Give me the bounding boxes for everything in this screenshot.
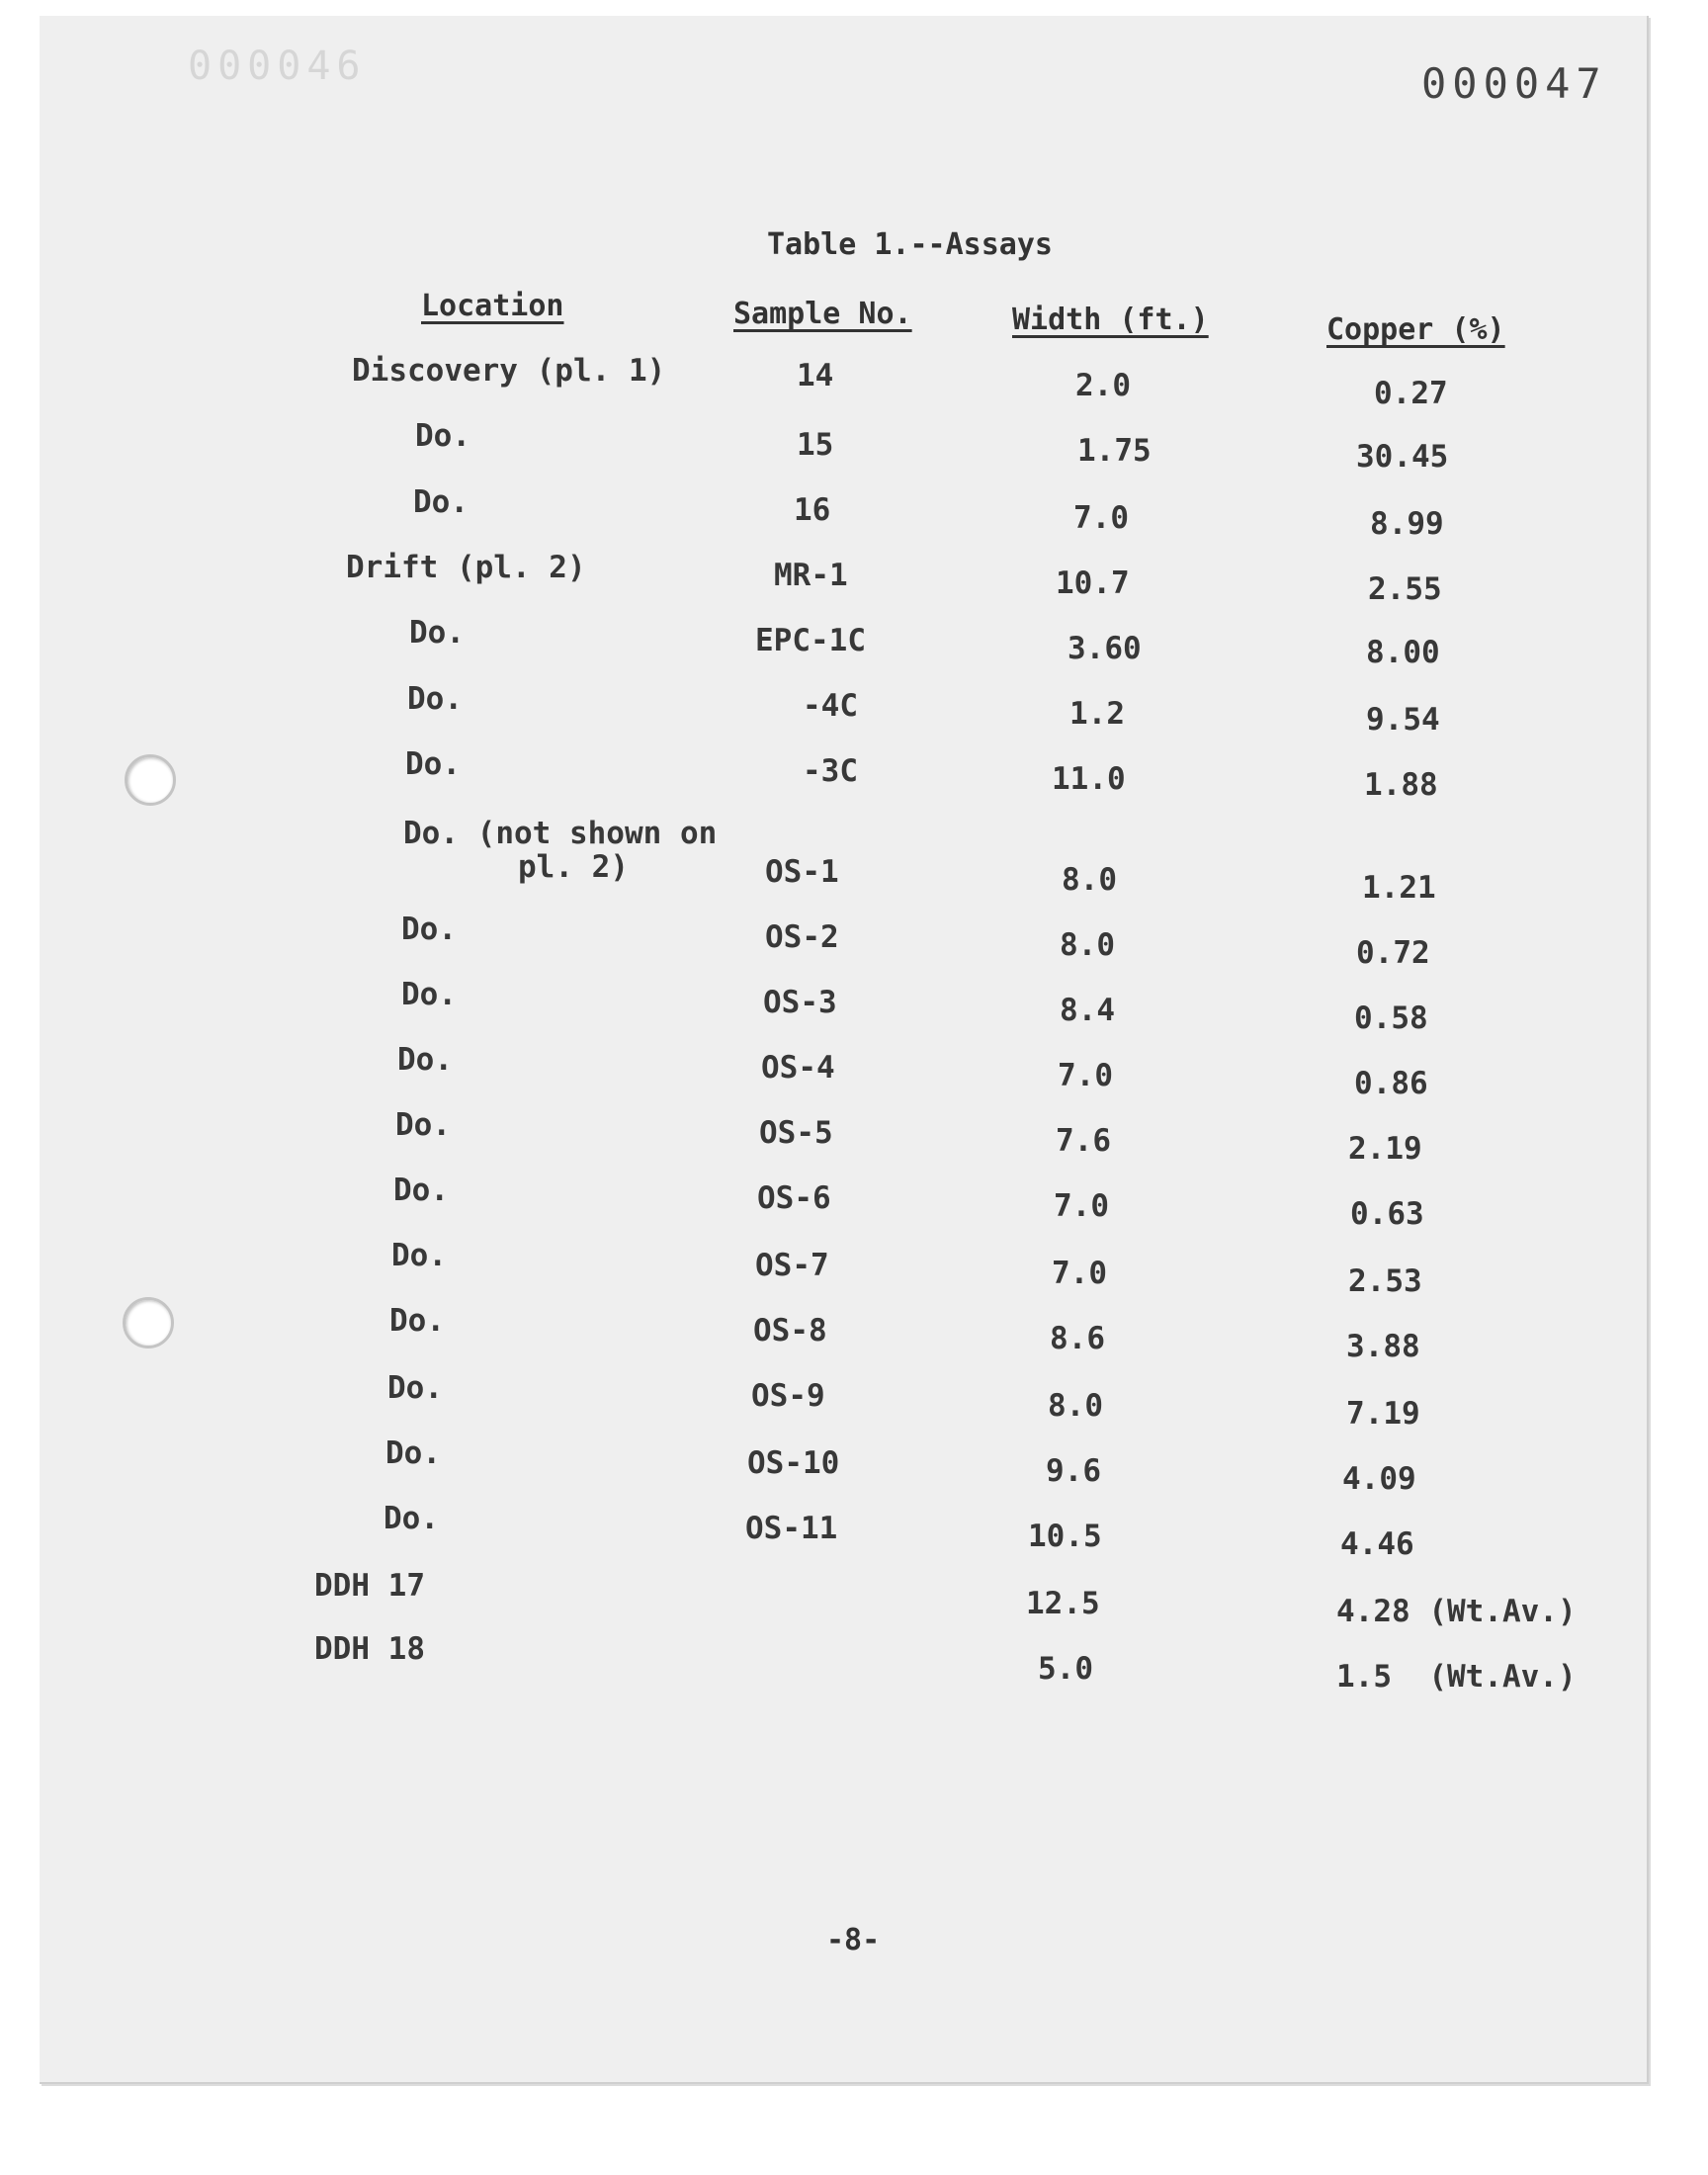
width-cell: 12.5	[1026, 1586, 1100, 1621]
width-cell: 10.7	[1056, 566, 1130, 601]
width-cell: 9.6	[1046, 1453, 1101, 1489]
sample-cell: -4C	[803, 688, 858, 724]
copper-cell: 9.54	[1366, 702, 1440, 738]
punch-hole	[125, 754, 176, 806]
sample-cell: OS-11	[745, 1511, 838, 1546]
copper-cell: 4.09	[1342, 1461, 1416, 1497]
location-cell	[403, 817, 717, 884]
width-cell: 5.0	[1038, 1651, 1093, 1687]
location-cell: Do.	[413, 484, 469, 520]
sample-cell: 14	[797, 358, 834, 393]
width-cell: 7.0	[1073, 500, 1129, 536]
location-cell: Do.	[415, 418, 470, 454]
width-cell: 10.5	[1028, 1519, 1102, 1554]
page-number: -8-	[826, 1923, 881, 1958]
document-number: 000047	[1421, 59, 1607, 108]
sample-cell: OS-4	[761, 1050, 835, 1086]
copper-cell: 2.19	[1348, 1131, 1422, 1167]
location-cell: DDH 17	[314, 1568, 425, 1604]
location-cell: Drift (pl. 2)	[346, 550, 586, 585]
sample-cell: OS-7	[755, 1248, 829, 1283]
width-cell: 8.4	[1060, 993, 1115, 1028]
copper-cell: 0.72	[1356, 935, 1430, 971]
width-cell: 1.2	[1069, 696, 1125, 732]
location-cell: Do.	[407, 681, 463, 717]
sample-cell: OS-8	[753, 1313, 827, 1348]
header-sample-no: Sample No.	[733, 297, 912, 331]
width-cell: 3.60	[1068, 631, 1142, 666]
punch-hole	[123, 1297, 174, 1348]
sample-cell: OS-6	[757, 1180, 831, 1216]
copper-cell: 3.88	[1346, 1329, 1420, 1364]
sample-cell: OS-2	[765, 919, 839, 955]
location-cell: DDH 18	[314, 1631, 425, 1667]
copper-cell: 0.27	[1374, 376, 1448, 411]
copper-cell: 1.5 (Wt.Av.)	[1336, 1659, 1577, 1695]
width-cell: 7.0	[1052, 1256, 1107, 1291]
location-line: pl. 2)	[518, 849, 629, 885]
sample-cell: OS-10	[747, 1445, 840, 1481]
copper-cell: 0.63	[1350, 1196, 1424, 1232]
header-copper: Copper (%)	[1326, 312, 1505, 347]
width-cell: 8.0	[1062, 862, 1117, 898]
copper-cell: 4.46	[1340, 1526, 1414, 1562]
sample-cell: MR-1	[774, 558, 848, 593]
sample-cell: OS-3	[763, 985, 837, 1020]
header-width: Width (ft.)	[1012, 303, 1209, 337]
location-cell: Do.	[397, 1042, 453, 1078]
location-cell: Do.	[405, 746, 461, 782]
location-cell: Do.	[387, 1370, 443, 1406]
copper-cell: 8.00	[1366, 635, 1440, 670]
location-cell: Do.	[385, 1436, 441, 1471]
width-cell: 1.75	[1077, 433, 1152, 469]
sample-cell: 16	[794, 492, 831, 528]
sample-cell: -3C	[803, 753, 858, 789]
header-location: Location	[421, 289, 564, 323]
width-cell: 7.6	[1056, 1123, 1111, 1159]
sample-cell: OS-1	[765, 854, 839, 890]
copper-cell: 7.19	[1346, 1396, 1420, 1432]
copper-cell: 2.55	[1368, 571, 1442, 607]
location-cell: Do.	[389, 1303, 445, 1339]
width-cell: 8.6	[1050, 1321, 1105, 1356]
copper-cell: 8.99	[1370, 506, 1444, 542]
width-cell: 7.0	[1058, 1058, 1113, 1093]
width-cell: 11.0	[1052, 761, 1126, 797]
location-cell: Do.	[409, 615, 465, 651]
sample-cell: OS-5	[759, 1115, 833, 1151]
copper-cell: 2.53	[1348, 1263, 1422, 1299]
sample-cell: OS-9	[751, 1378, 825, 1414]
width-cell: 2.0	[1075, 368, 1131, 403]
width-cell: 7.0	[1054, 1188, 1109, 1224]
copper-cell: 4.28 (Wt.Av.)	[1336, 1594, 1577, 1629]
width-cell: 8.0	[1060, 927, 1115, 963]
location-cell: Do.	[395, 1107, 451, 1143]
copper-cell: 0.58	[1354, 1000, 1428, 1036]
table-title: Table 1.--Assays	[767, 227, 1053, 262]
copper-cell: 1.88	[1364, 767, 1438, 803]
sample-cell: EPC-1C	[755, 623, 866, 658]
location-cell: Discovery (pl. 1)	[352, 353, 666, 389]
location-cell: Do.	[401, 912, 457, 947]
copper-cell: 30.45	[1356, 439, 1449, 475]
location-cell: Do.	[393, 1173, 449, 1208]
copper-cell: 0.86	[1354, 1066, 1428, 1101]
location-cell: Do.	[391, 1238, 447, 1273]
width-cell: 8.0	[1048, 1388, 1103, 1424]
bleed-through-number: 000046	[188, 44, 367, 89]
copper-cell: 1.21	[1362, 870, 1436, 906]
location-cell: Do.	[401, 977, 457, 1012]
location-line: Do. (not shown on	[403, 816, 718, 851]
sample-cell: 15	[797, 427, 834, 463]
location-cell: Do.	[384, 1501, 439, 1536]
